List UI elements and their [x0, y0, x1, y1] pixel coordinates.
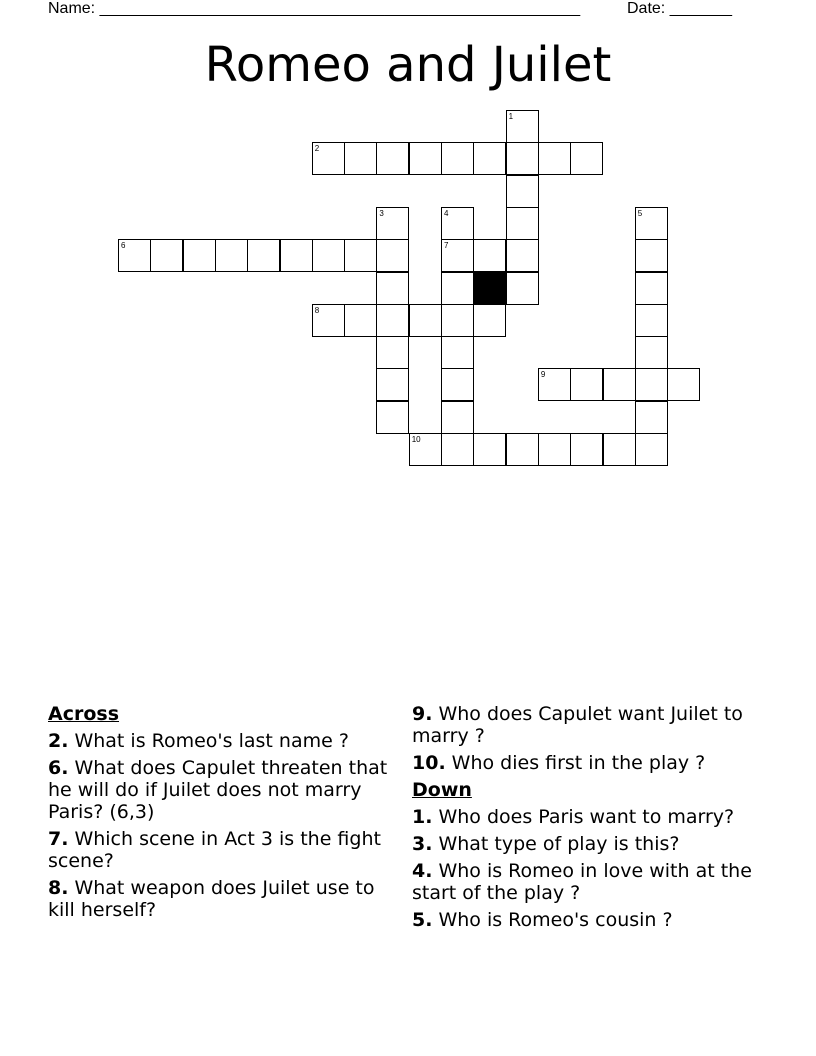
clue-text: Who is Romeo in love with at the start of the play ?: [412, 860, 752, 904]
grid-cell[interactable]: [312, 142, 345, 175]
cell-number: 3: [379, 208, 384, 218]
grid-cell[interactable]: [118, 239, 151, 272]
grid-cell[interactable]: [376, 304, 409, 337]
grid-cell[interactable]: [344, 142, 377, 175]
grid-cell[interactable]: [376, 336, 409, 369]
grid-cell[interactable]: [635, 304, 668, 337]
grid-cell[interactable]: [183, 239, 216, 272]
clue-number: 3.: [412, 833, 433, 855]
grid-cell[interactable]: [473, 304, 506, 337]
clue-number: 7.: [48, 828, 69, 850]
down-heading: Down: [412, 779, 472, 801]
grid-cell[interactable]: [376, 401, 409, 434]
grid-cell[interactable]: [538, 142, 571, 175]
clues-left-column: [48, 703, 393, 926]
grid-cell[interactable]: [635, 368, 668, 401]
grid-cell[interactable]: [473, 239, 506, 272]
grid-cell[interactable]: [376, 239, 409, 272]
date-line: Date: _______: [627, 0, 732, 17]
grid-cell[interactable]: [344, 239, 377, 272]
cell-number: 4: [444, 208, 449, 218]
clue-text: What is Romeo's last name ?: [74, 730, 349, 752]
grid-cell[interactable]: [570, 433, 603, 466]
grid-cell[interactable]: [603, 433, 636, 466]
cell-number: 8: [314, 305, 320, 315]
grid-cell[interactable]: [376, 272, 409, 305]
grid-cell[interactable]: [247, 239, 280, 272]
clue-text: What weapon does Juilet use to kill herself?: [48, 877, 375, 921]
clue-text: Who dies first in the play ?: [451, 752, 706, 774]
grid-cell[interactable]: [635, 207, 668, 240]
cell-number: 7: [444, 241, 449, 251]
grid-cell[interactable]: [409, 304, 442, 337]
clue-item: [412, 909, 757, 931]
grid-cell[interactable]: [506, 239, 539, 272]
grid-cell[interactable]: [441, 304, 474, 337]
grid-cell[interactable]: [538, 433, 571, 466]
grid-cell[interactable]: [441, 207, 474, 240]
grid-cell[interactable]: [409, 433, 442, 466]
cell-number: 9: [540, 370, 546, 380]
grid-cell[interactable]: [215, 239, 248, 272]
grid-cell[interactable]: [312, 304, 345, 337]
clue-text: What does Capulet threaten that he will do if Juilet does not marry Paris? (6,3): [48, 757, 388, 823]
grid-cell[interactable]: [280, 239, 313, 272]
clue-text: Which scene in Act 3 is the fight scene?: [48, 828, 381, 872]
clue-number: 9.: [412, 703, 433, 725]
clue-number: 1.: [412, 806, 433, 828]
clue-number: 8.: [48, 877, 69, 899]
grid-cell[interactable]: [441, 142, 474, 175]
cell-number: 5: [637, 208, 643, 218]
grid-cell[interactable]: [506, 207, 539, 240]
grid-cell[interactable]: [441, 368, 474, 401]
cell-number: 6: [121, 241, 126, 251]
grid-cell[interactable]: [667, 368, 700, 401]
clue-item: [412, 833, 757, 855]
grid-cell[interactable]: [441, 272, 474, 305]
grid-cell[interactable]: [570, 142, 603, 175]
clue-number: 2.: [48, 730, 69, 752]
cell-number: 1: [508, 112, 514, 121]
clue-item: [48, 828, 393, 872]
grid-cell[interactable]: [376, 207, 409, 240]
black-square: [473, 272, 506, 305]
clue-item: [412, 703, 757, 747]
grid-cell[interactable]: [312, 239, 345, 272]
grid-cell[interactable]: [441, 401, 474, 434]
clue-item: [48, 757, 393, 823]
grid-cell[interactable]: [473, 142, 506, 175]
clue-number: 4.: [412, 860, 433, 882]
clue-item: [48, 877, 393, 921]
grid-cell[interactable]: [441, 336, 474, 369]
clue-number: 10.: [412, 752, 446, 774]
grid-cell[interactable]: [441, 433, 474, 466]
clue-text: Who is Romeo's cousin ?: [438, 909, 673, 931]
grid-cell[interactable]: [635, 272, 668, 305]
crossword-grid: [0, 0, 816, 480]
grid-cell[interactable]: [538, 368, 571, 401]
grid-cell[interactable]: [506, 272, 539, 305]
grid-cell[interactable]: [150, 239, 183, 272]
clue-item: [412, 860, 757, 904]
grid-cell[interactable]: [635, 401, 668, 434]
grid-cell[interactable]: [506, 175, 539, 208]
clues-right-column: [412, 703, 757, 936]
clue-item: [48, 730, 393, 752]
grid-cell[interactable]: [409, 142, 442, 175]
grid-cell[interactable]: [506, 110, 539, 143]
grid-cell[interactable]: [376, 142, 409, 175]
clue-text: Who does Paris want to marry?: [438, 806, 735, 828]
grid-cell[interactable]: [635, 239, 668, 272]
grid-cell[interactable]: [603, 368, 636, 401]
grid-cell[interactable]: [376, 368, 409, 401]
clue-text: What type of play is this?: [438, 833, 680, 855]
grid-cell[interactable]: [635, 433, 668, 466]
grid-cell[interactable]: [635, 336, 668, 369]
clue-item: [412, 752, 757, 774]
clue-item: [412, 806, 757, 828]
grid-cell[interactable]: [506, 142, 539, 175]
clue-text: Who does Capulet want Juilet to marry ?: [412, 703, 743, 747]
grid-cell[interactable]: [473, 433, 506, 466]
grid-cell[interactable]: [344, 304, 377, 337]
clue-number: 5.: [412, 909, 433, 931]
page-title: Romeo and Juilet: [204, 37, 612, 93]
cell-number: 10: [411, 435, 421, 444]
cell-number: 2: [314, 144, 320, 154]
name-line: Name: ______________________________________________________: [48, 0, 581, 17]
clue-number: 6.: [48, 757, 69, 779]
across-heading: Across: [48, 703, 120, 725]
grid-cell[interactable]: [506, 433, 539, 466]
grid-cell[interactable]: [441, 239, 474, 272]
grid-cell[interactable]: [570, 368, 603, 401]
